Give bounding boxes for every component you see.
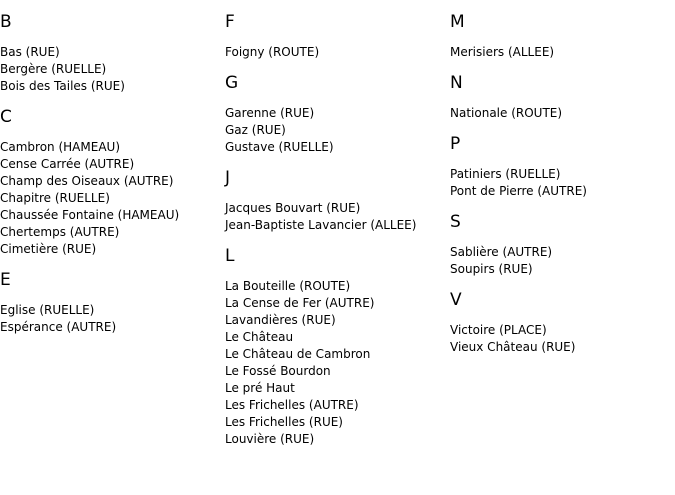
street-link[interactable]: Le Château bbox=[225, 330, 294, 344]
street-list bbox=[0, 44, 225, 95]
spacer bbox=[225, 61, 450, 73]
spacer bbox=[450, 200, 675, 212]
letter-group bbox=[225, 61, 450, 156]
street-link[interactable]: Louvière (RUE) bbox=[225, 432, 315, 446]
letter-group bbox=[450, 61, 675, 122]
street-list bbox=[450, 244, 675, 278]
street-link[interactable]: Cimetière (RUE) bbox=[0, 242, 97, 256]
spacer bbox=[225, 234, 450, 246]
letter-heading: S bbox=[450, 212, 461, 232]
street-link[interactable]: La Bouteille (ROUTE) bbox=[225, 279, 351, 293]
street-link[interactable]: Cambron (HAMEAU) bbox=[0, 140, 120, 154]
letter-group bbox=[0, 258, 225, 336]
street-link[interactable]: Cense Carrée (AUTRE) bbox=[0, 157, 135, 171]
street-link[interactable]: Espérance (AUTRE) bbox=[0, 320, 117, 334]
street-link[interactable]: La Cense de Fer (AUTRE) bbox=[225, 296, 375, 310]
letter-heading: C bbox=[0, 107, 12, 127]
street-link[interactable]: Victoire (PLACE) bbox=[450, 323, 547, 337]
street-list bbox=[225, 44, 450, 61]
letter-group bbox=[450, 278, 675, 356]
street-link[interactable]: Garenne (RUE) bbox=[225, 106, 315, 120]
spacer bbox=[225, 0, 450, 12]
spacer bbox=[0, 0, 225, 12]
street-link[interactable]: Le pré Haut bbox=[225, 381, 295, 395]
street-list bbox=[450, 322, 675, 356]
letter-group bbox=[225, 0, 450, 61]
letter-group bbox=[450, 200, 675, 278]
street-list bbox=[450, 105, 675, 122]
street-link[interactable]: Sablière (AUTRE) bbox=[450, 245, 553, 259]
street-link[interactable]: Les Frichelles (AUTRE) bbox=[225, 398, 359, 412]
index-column-1 bbox=[0, 0, 225, 336]
street-link[interactable]: Patiniers (RUELLE) bbox=[450, 167, 561, 181]
letter-group bbox=[450, 122, 675, 200]
letter-group bbox=[225, 156, 450, 234]
street-link[interactable]: Chaussée Fontaine (HAMEAU) bbox=[0, 208, 180, 222]
letter-heading: J bbox=[225, 168, 231, 188]
letter-group bbox=[450, 0, 675, 61]
letter-heading: M bbox=[450, 12, 465, 32]
letter-heading: G bbox=[225, 73, 239, 93]
street-link[interactable]: Champ des Oiseaux (AUTRE) bbox=[0, 174, 174, 188]
spacer bbox=[225, 156, 450, 168]
street-link[interactable]: Chapitre (RUELLE) bbox=[0, 191, 110, 205]
letter-group bbox=[0, 0, 225, 95]
index-column-3 bbox=[450, 0, 675, 356]
street-list bbox=[0, 139, 225, 258]
spacer bbox=[450, 61, 675, 73]
street-link[interactable]: Lavandières (RUE) bbox=[225, 313, 336, 327]
street-link[interactable]: Merisiers (ALLEE) bbox=[450, 45, 555, 59]
letter-heading: F bbox=[225, 12, 235, 32]
letter-group bbox=[0, 95, 225, 258]
street-link[interactable]: Bois des Tailes (RUE) bbox=[0, 79, 125, 93]
letter-heading: V bbox=[450, 290, 462, 310]
letter-heading: L bbox=[225, 246, 235, 266]
street-link[interactable]: Bas (RUE) bbox=[0, 45, 60, 59]
index-column-2 bbox=[225, 0, 450, 448]
street-link[interactable]: Le Fossé Bourdon bbox=[225, 364, 331, 378]
spacer bbox=[0, 95, 225, 107]
spacer bbox=[0, 258, 225, 270]
letter-heading: E bbox=[0, 270, 11, 290]
street-link[interactable]: Soupirs (RUE) bbox=[450, 262, 533, 276]
street-link[interactable]: Gustave (RUELLE) bbox=[225, 140, 334, 154]
street-link[interactable]: Bergère (RUELLE) bbox=[0, 62, 107, 76]
street-link[interactable]: Chertemps (AUTRE) bbox=[0, 225, 120, 239]
street-list bbox=[225, 278, 450, 448]
street-link[interactable]: Les Frichelles (RUE) bbox=[225, 415, 343, 429]
spacer bbox=[450, 0, 675, 12]
spacer bbox=[450, 278, 675, 290]
street-link[interactable]: Gaz (RUE) bbox=[225, 123, 286, 137]
letter-heading: P bbox=[450, 134, 461, 154]
street-link[interactable]: Le Château de Cambron bbox=[225, 347, 371, 361]
street-list bbox=[225, 200, 450, 234]
street-list bbox=[450, 44, 675, 61]
street-link[interactable]: Pont de Pierre (AUTRE) bbox=[450, 184, 587, 198]
street-link[interactable]: Nationale (ROUTE) bbox=[450, 106, 563, 120]
street-list bbox=[0, 302, 225, 336]
street-link[interactable]: Eglise (RUELLE) bbox=[0, 303, 95, 317]
street-list bbox=[225, 105, 450, 156]
street-link[interactable]: Vieux Château (RUE) bbox=[450, 340, 576, 354]
letter-heading: N bbox=[450, 73, 463, 93]
street-link[interactable]: Jean-Baptiste Lavancier (ALLEE) bbox=[225, 218, 417, 232]
letter-heading: B bbox=[0, 12, 12, 32]
street-link[interactable]: Foigny (ROUTE) bbox=[225, 45, 320, 59]
letter-group bbox=[225, 234, 450, 448]
street-list bbox=[450, 166, 675, 200]
street-link[interactable]: Jacques Bouvart (RUE) bbox=[225, 201, 361, 215]
spacer bbox=[450, 122, 675, 134]
